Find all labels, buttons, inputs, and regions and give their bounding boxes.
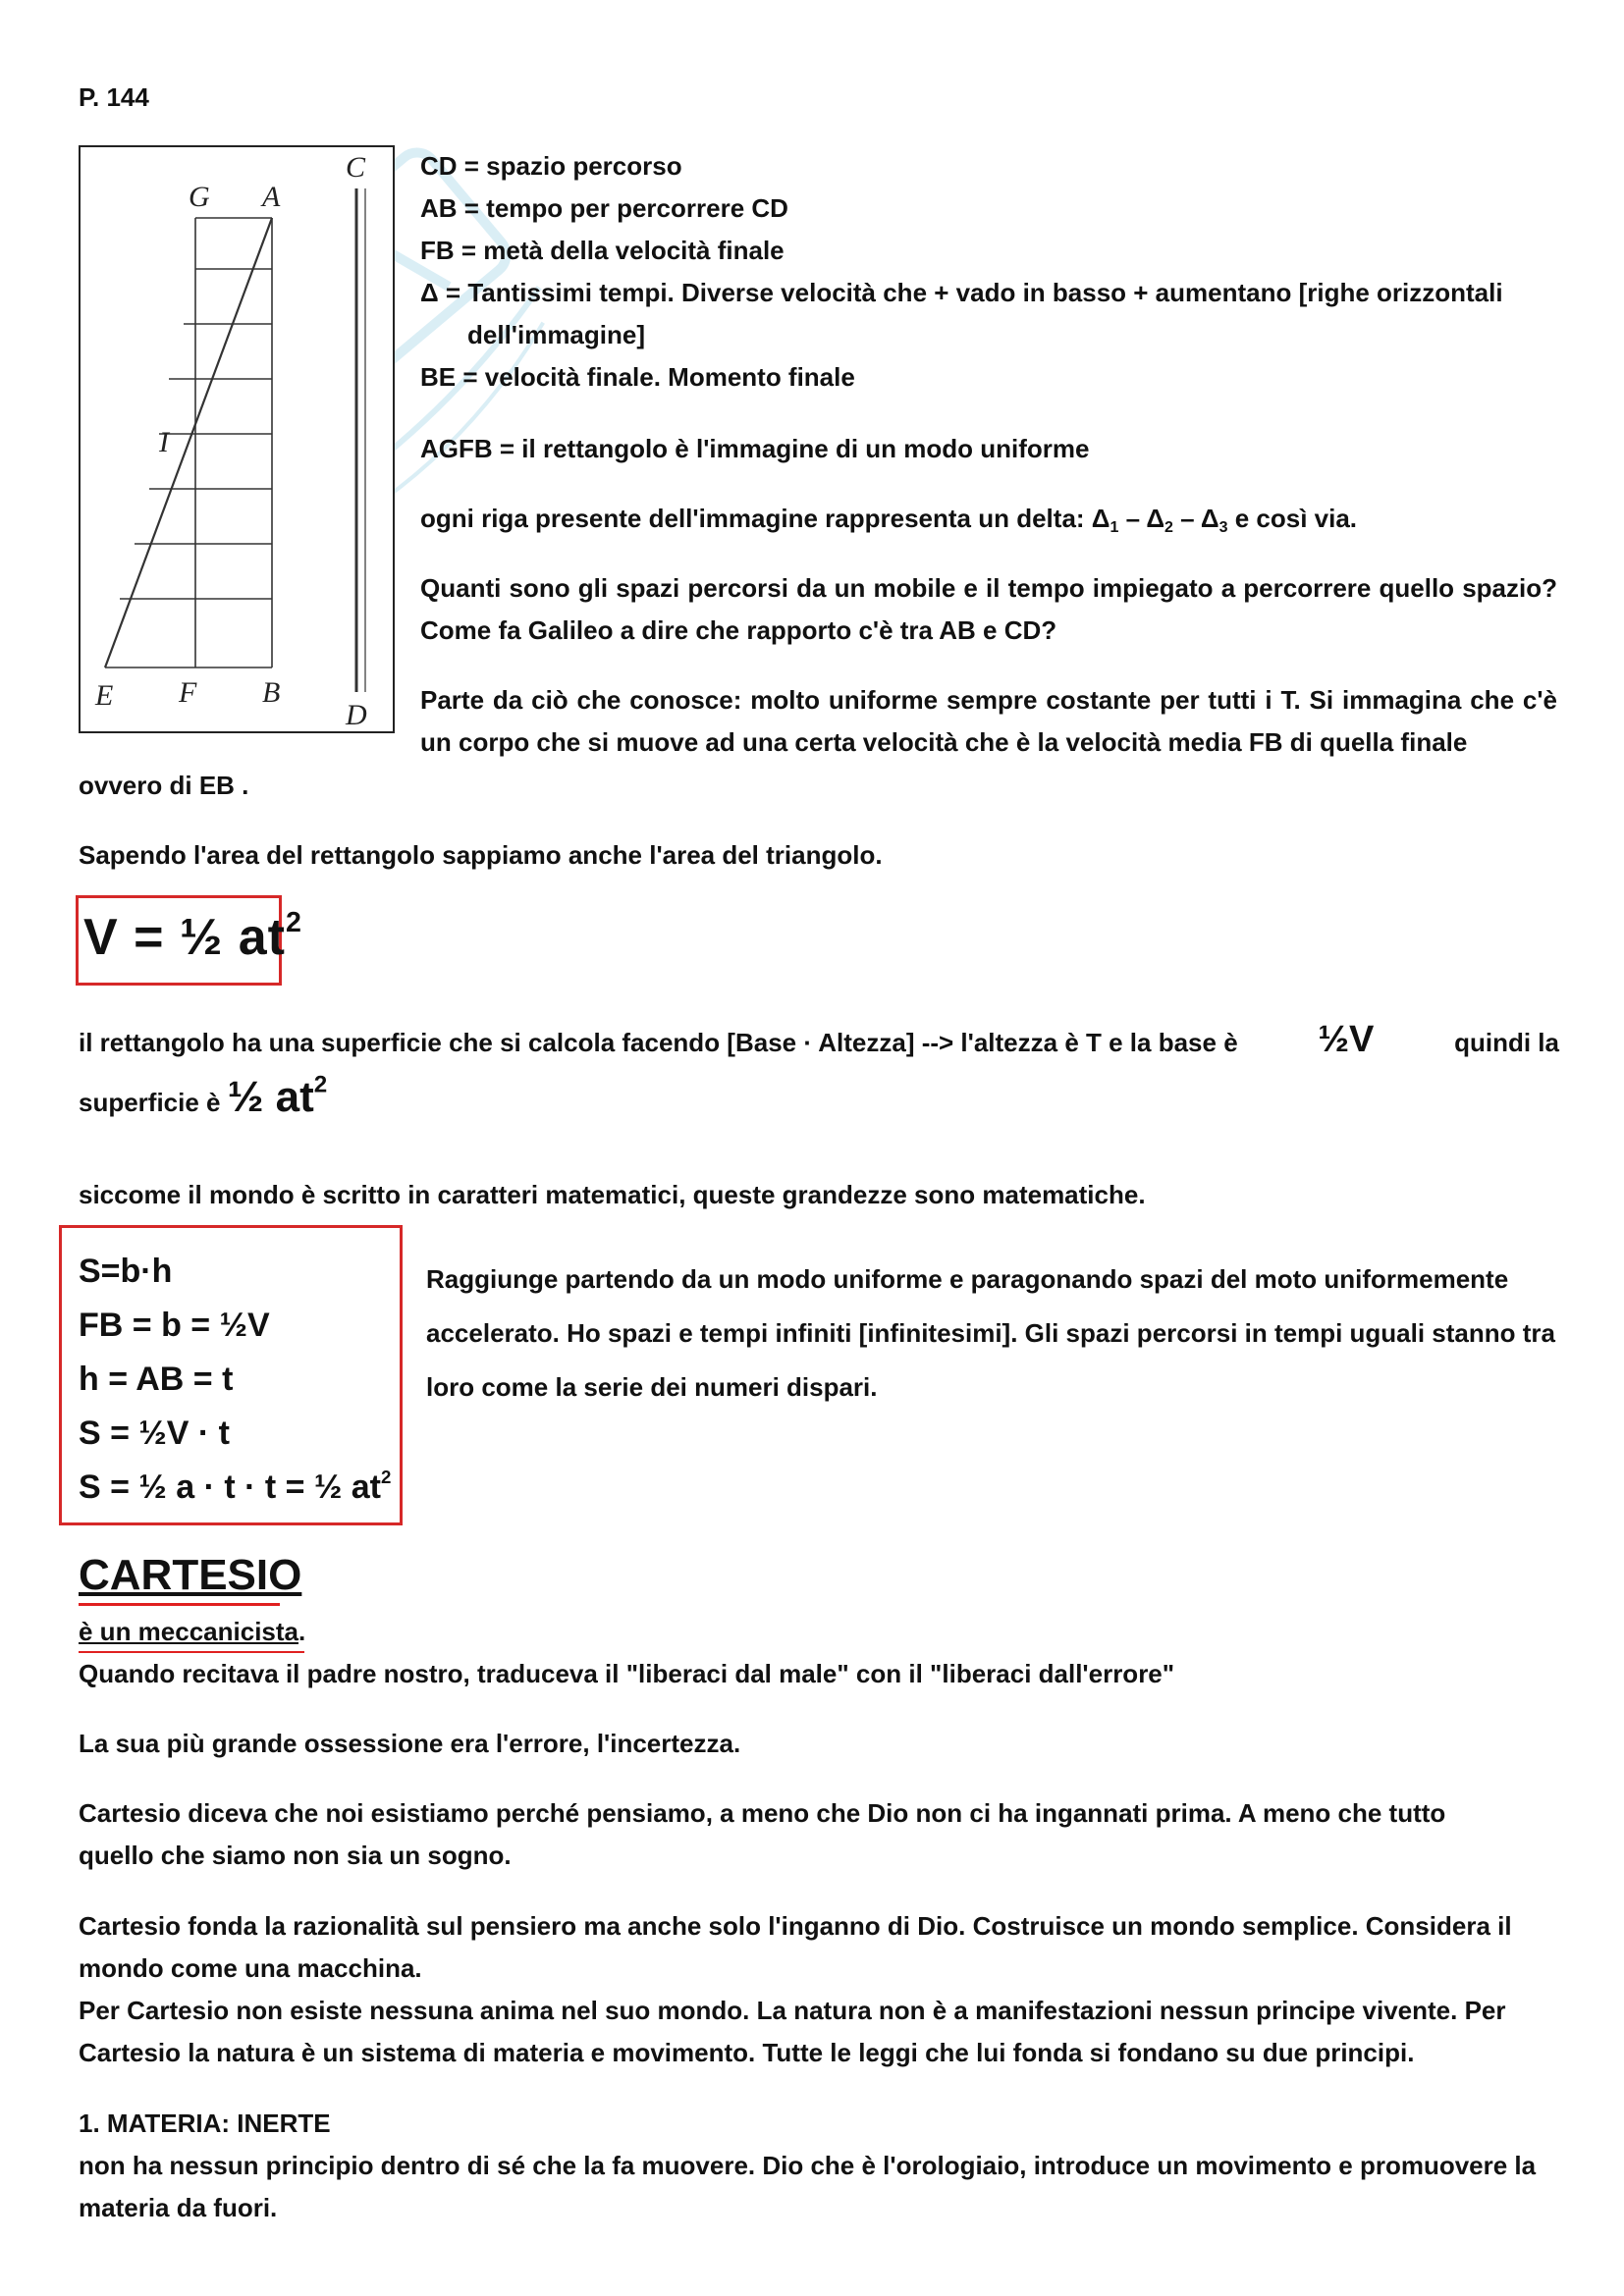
- materia-title: 1. MATERIA: INERTE: [79, 2109, 331, 2138]
- legend-question: Quanti sono gli spazi percorsi da un mobile e il tempo impiegato a percorrere quello spazio? Come fa Galileo a dire che rapporto c'è tra AB e CD?: [420, 573, 1557, 645]
- materia-text: non ha nessun principio dentro di sé che la fa muovere. Dio che è l'orologiaio, introduce un movimento e promuovere la materia da fuori.: [79, 2151, 1537, 2222]
- label-a: A: [262, 181, 281, 213]
- legend-be: BE = velocità finale. Momento finale: [420, 362, 855, 392]
- label-f: F: [179, 676, 197, 709]
- formula-4: S = ½V · t: [79, 1415, 230, 1452]
- delta-series: $\Delta_1 - \Delta_2 - \Delta_3$: [1091, 504, 1228, 536]
- legend-parte: Parte da ciò che conosce: molto uniforme sempre costante per tutti i T. Si immagina che c'è un corpo che si muove ad una certa velocità che è la velocità media FB di quella finale: [420, 685, 1557, 757]
- legend-ab: AB = tempo per percorrere CD: [420, 193, 788, 223]
- rect-text-b: quindi la: [1454, 1028, 1559, 1057]
- legend-delta: Δ = Tantissimi tempi. Diverse velocità che + vado in basso + aumentano [righe orizzontali: [420, 278, 1503, 307]
- formula-5-text: S = ½ a · t · t = ½ at: [79, 1468, 381, 1506]
- formula-main: [83, 905, 302, 970]
- superficie-text: superficie è: [79, 1088, 221, 1117]
- half-v: ½V: [1318, 1019, 1375, 1060]
- cartesio-sub-text: è un meccanicista: [79, 1617, 298, 1646]
- rows-text: ogni riga presente dell'immagine rappresenta un delta:: [420, 504, 1092, 533]
- label-b: B: [262, 676, 281, 709]
- half-at-text: ½ at: [227, 1073, 314, 1121]
- half-at-exp: 2: [313, 1071, 328, 1098]
- para-raggiunge: Raggiunge partendo da un modo uniforme e paragonando spazi del moto uniformemente accelerato. Ho spazi e tempi infiniti [infinitesimi]. Gli spazi percorsi in tempi uguali stanno tra loro come la serie dei numeri dispari.: [426, 1264, 1555, 1402]
- formula-2: FB = b = ½V: [79, 1307, 270, 1344]
- cartesio-p4: Cartesio fonda la razionalità sul pensiero ma anche solo l'inganno di Dio. Costruisce un mondo semplice. Considera il mondo come una macchina.: [79, 1911, 1512, 1983]
- legend-cd: CD = spazio percorso: [420, 151, 682, 181]
- label-e: E: [95, 679, 114, 712]
- galileo-figure: [79, 145, 395, 733]
- heading-red-underline: [79, 1603, 280, 1606]
- formula-5-exp: 2: [381, 1467, 392, 1488]
- legend-agfb: AGFB = il rettangolo è l'immagine di un modo uniforme: [420, 434, 1090, 463]
- figure-legend: [420, 145, 1559, 399]
- half-at: [228, 1073, 328, 1121]
- cartesio-p3: Cartesio diceva che noi esistiamo perché pensiamo, a meno che Dio non ci ha ingannati prima. A meno che tutto quello che siamo non sia un sogno.: [79, 1798, 1446, 1870]
- cartesio-p5: Per Cartesio non esiste nessuna anima nel suo mondo. La natura non è a manifestazioni nessun principe vivente. Per Cartesio la natura è un sistema di materia e movimento. Tutte le leggi che lui fonda si fondano su due principi.: [79, 1996, 1506, 2067]
- section-heading-cartesio: CARTESIO: [79, 1551, 302, 1599]
- para-sapendo: Sapendo l'area del rettangolo sappiamo anche l'area del triangolo.: [79, 840, 883, 870]
- label-i: I: [159, 426, 169, 458]
- formula-list: [79, 1245, 391, 1515]
- formula-1: S=b·h: [79, 1253, 173, 1290]
- para-siccome: siccome il mondo è scritto in caratteri matematici, queste grandezze sono matematiche.: [79, 1180, 1146, 1209]
- legend-fb: FB = metà della velocità finale: [420, 236, 785, 265]
- label-g: G: [189, 181, 210, 213]
- legend-delta-cont: dell'immagine]: [467, 320, 645, 349]
- formula-3: h = AB = t: [79, 1361, 234, 1398]
- formula-5: [79, 1461, 391, 1515]
- legend-rows: [420, 498, 1559, 549]
- rows-tail: e così via.: [1234, 504, 1358, 533]
- para-superficie: [79, 1071, 328, 1124]
- label-c: C: [346, 151, 366, 184]
- rect-text-a: il rettangolo ha una superficie che si calcola facendo [Base · Altezza] --> l'altezza è T e la base è: [79, 1028, 1238, 1057]
- cartesio-subheading: [79, 1611, 305, 1653]
- page-number: P. 144: [79, 82, 149, 112]
- cartesio-p2: La sua più grande ossessione era l'errore, l'incertezza.: [79, 1729, 741, 1758]
- cartesio-p1: Quando recitava il padre nostro, traduceva il "liberaci dal male" con il "liberaci dall'errore": [79, 1659, 1175, 1688]
- label-d: D: [346, 699, 367, 731]
- formula-main-text: V = ½ at: [83, 909, 286, 966]
- figure-drawing: [81, 147, 393, 731]
- legend-ovvero: ovvero di EB .: [79, 771, 249, 800]
- cartesio-sub-dot: .: [298, 1617, 306, 1646]
- formula-main-exp: 2: [286, 907, 302, 939]
- para-rettangolo: [79, 1019, 1559, 1064]
